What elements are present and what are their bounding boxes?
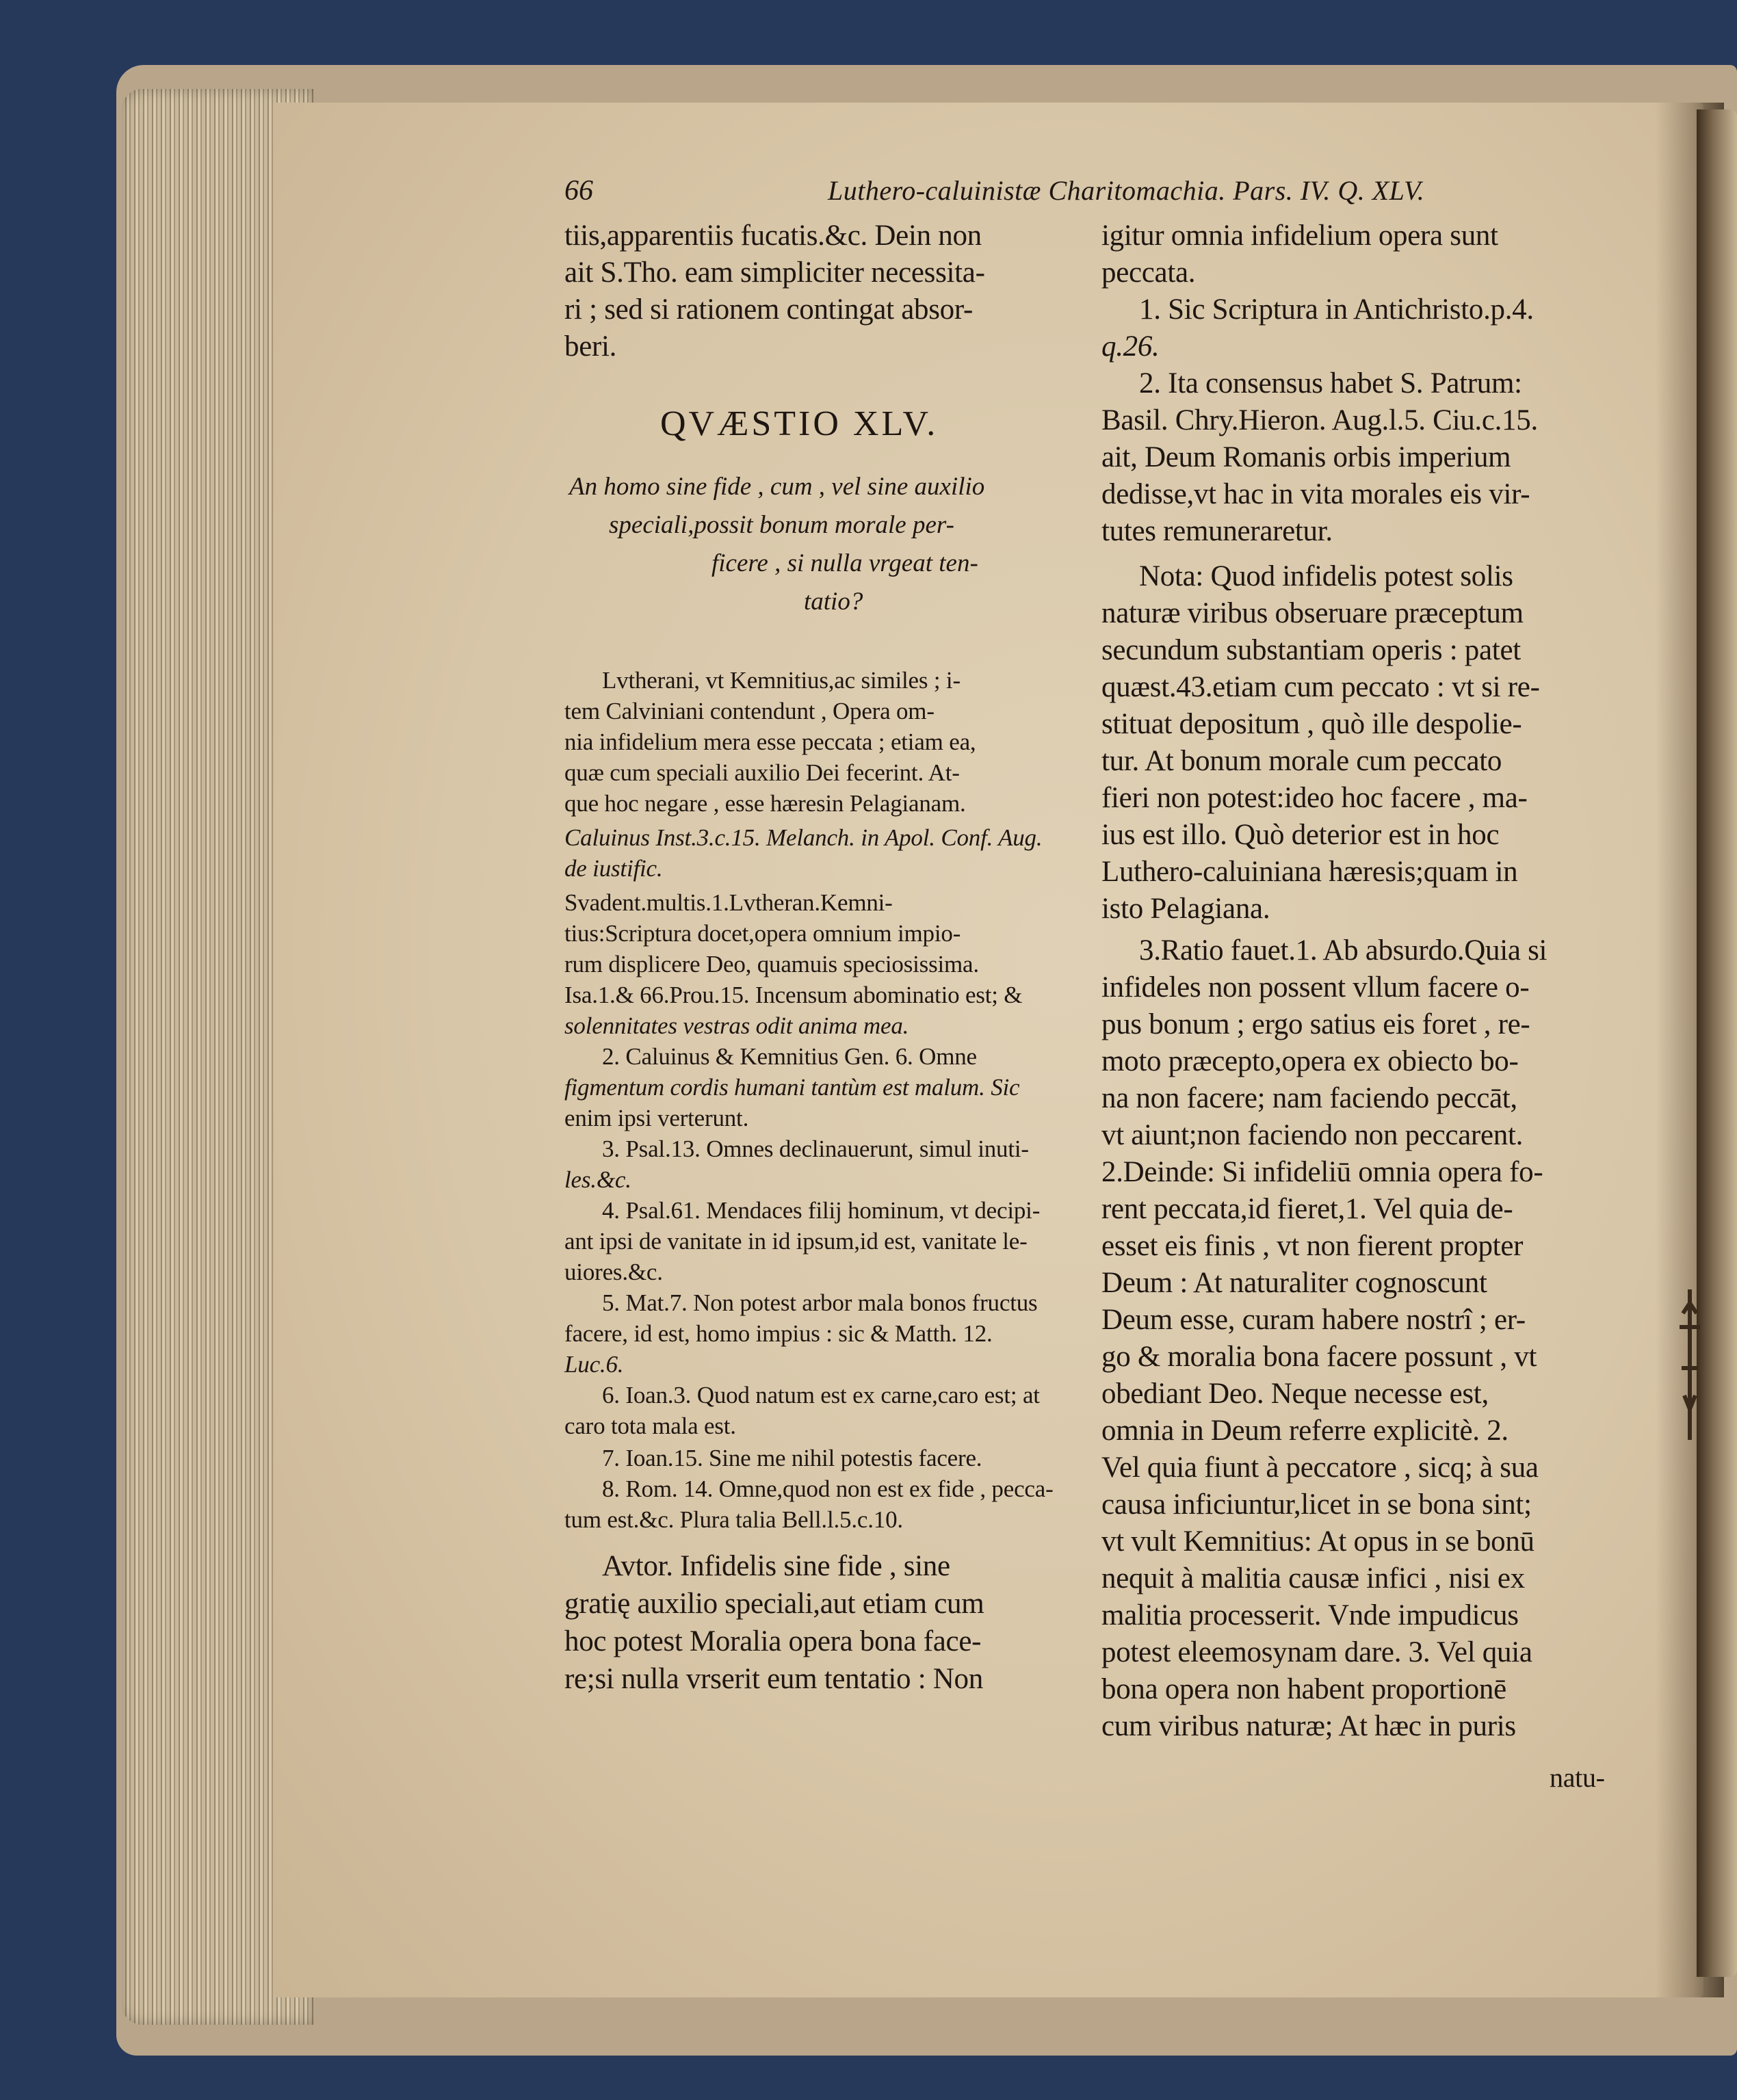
text-line: Vel quia fiunt à peccatore , sicq; à sua — [1101, 1452, 1539, 1484]
margin-ornament-icon — [1669, 1286, 1710, 1443]
running-title: Luthero-caluinistæ Charitomachia. Pars. IV. Q. XLV. — [828, 175, 1425, 206]
text-line: hoc potest Moralia opera bona face- — [564, 1625, 982, 1657]
text-line: tiis,apparentiis fucatis.&c. Dein non — [564, 220, 982, 252]
question-line: An homo sine fide , cum , vel sine auxilio — [569, 473, 985, 501]
text-line: nequit à malitia causæ infici , nisi ex — [1101, 1562, 1525, 1594]
text-line: Basil. Chry.Hieron. Aug.l.5. Ciu.c.15. — [1101, 404, 1538, 436]
facing-page-edge — [1697, 109, 1737, 1977]
text-line: Luthero-caluiniana hæresis;quam in — [1101, 856, 1518, 888]
text-line: 1. Sic Scriptura in Antichristo.p.4. — [1139, 293, 1534, 326]
text-line: 7. Ioan.15. Sine me nihil potestis facere. — [602, 1445, 982, 1471]
text-line: omnia in Deum referre explicitè. 2. — [1101, 1415, 1509, 1447]
text-line: vt aiunt;non faciendo non peccarent. — [1101, 1119, 1524, 1151]
text-line: caro tota mala est. — [564, 1413, 736, 1439]
text-line: na non facere; nam faciendo peccāt, — [1101, 1082, 1517, 1114]
text-line: ius est illo. Quò deterior est in hoc — [1101, 819, 1500, 851]
text-line: 8. Rom. 14. Omne,quod non est ex fide , pecca- — [602, 1475, 1054, 1502]
text-line: quæst.43.etiam cum peccato : vt si re- — [1101, 671, 1540, 703]
text-line: nia infidelium mera esse peccata ; etiam ea, — [564, 729, 976, 755]
text-line: moto præcepto,opera ex obiecto bo- — [1101, 1045, 1519, 1077]
text-line: Lvtherani, vt Kemnitius,ac similes ; i- — [602, 667, 961, 694]
text-line: 2.Deinde: Si infideliū omnia opera fo- — [1101, 1156, 1543, 1188]
text-line: cum viribus naturæ; At hæc in puris — [1101, 1710, 1516, 1742]
text-line: esset eis finis , vt non fierent propter — [1101, 1230, 1524, 1262]
text-line: igitur omnia infidelium opera sunt — [1101, 220, 1498, 252]
text-line: tius:Scriptura docet,opera omnium impio- — [564, 920, 961, 947]
text-line: de iustific. — [564, 855, 663, 882]
text-line: malitia processerit. Vnde impudicus — [1101, 1599, 1519, 1631]
text-line: q.26. — [1101, 330, 1160, 363]
text-line: Svadent.multis.1.Lvtheran.Kemni- — [564, 889, 893, 916]
text-line: fieri non potest:ideo hoc facere , ma- — [1101, 782, 1528, 814]
text-line: figmentum cordis humani tantùm est malum. Sic — [564, 1074, 1020, 1101]
text-line: Nota: Quod infidelis potest solis — [1139, 560, 1513, 592]
text-line: tum est.&c. Plura talia Bell.l.5.c.10. — [564, 1506, 903, 1533]
text-line: enim ipsi verterunt. — [564, 1105, 749, 1131]
text-line: secundum substantiam operis : patet — [1101, 634, 1521, 666]
text-line: quæ cum speciali auxilio Dei fecerint. At- — [564, 759, 960, 786]
text-line: solennitates vestras odit anima mea. — [564, 1012, 909, 1039]
text-line: re;si nulla vrserit eum tentatio : Non — [564, 1663, 983, 1695]
text-line: causa inficiuntur,licet in se bona sint; — [1101, 1488, 1532, 1521]
text-line: go & moralia bona facere possunt , vt — [1101, 1341, 1537, 1373]
question-title: QVÆSTIO XLV. — [660, 404, 939, 443]
text-line: naturæ viribus obseruare præceptum — [1101, 597, 1524, 629]
text-line: rum displicere Deo, quamuis speciosissima. — [564, 951, 979, 977]
text-line: Deum : At naturaliter cognoscunt — [1101, 1267, 1487, 1299]
text-line: tem Calviniani contendunt , Opera om- — [564, 698, 935, 724]
text-line: que hoc negare , esse hæresin Pelagianam. — [564, 790, 966, 817]
text-line: stituat depositum , quò ille despolie- — [1101, 708, 1522, 740]
question-line: ficere , si nulla vrgeat ten- — [711, 549, 978, 577]
text-line: 6. Ioan.3. Quod natum est ex carne,caro est; at — [602, 1382, 1040, 1408]
text-line: obediant Deo. Neque necesse est, — [1101, 1378, 1489, 1410]
text-line: bona opera non habent proportionē — [1101, 1673, 1506, 1705]
text-line: Isa.1.& 66.Prou.15. Incensum abominatio est; & — [564, 982, 1023, 1008]
text-line: beri. — [564, 330, 617, 363]
text-line: 2. Caluinus & Kemnitius Gen. 6. Omne — [602, 1043, 977, 1070]
text-line: facere, id est, homo impius : sic & Matth. 12. — [564, 1320, 993, 1347]
question-line: speciali,possit bonum morale per- — [609, 511, 954, 539]
text-line: tutes remuneraretur. — [1101, 515, 1333, 547]
text-line: ait S.Tho. eam simpliciter necessita- — [564, 257, 985, 289]
text-line: rent peccata,id fieret,1. Vel quia de- — [1101, 1193, 1513, 1225]
text-line: Luc.6. — [564, 1351, 624, 1378]
text-line: Deum esse, curam habere nostrî ; er- — [1101, 1304, 1526, 1336]
text-line: ant ipsi de vanitate in id ipsum,id est, vanitate le- — [564, 1228, 1028, 1255]
text-line: ait, Deum Romanis orbis imperium — [1101, 441, 1511, 473]
text-line: gratię auxilio speciali,aut etiam cum — [564, 1588, 984, 1620]
text-line: peccata. — [1101, 257, 1196, 289]
text-line: 3.Ratio fauet.1. Ab absurdo.Quia si — [1139, 934, 1547, 967]
text-line: Avtor. Infidelis sine fide , sine — [602, 1550, 950, 1582]
question-line: tatio? — [804, 588, 863, 616]
text-line: isto Pelagiana. — [1101, 893, 1270, 925]
text-line: dedisse,vt hac in vita morales eis vir- — [1101, 478, 1530, 510]
text-line: pus bonum ; ergo satius eis foret , re- — [1101, 1008, 1530, 1040]
text-line: ri ; sed si rationem contingat absor- — [564, 293, 974, 326]
text-line: 5. Mat.7. Non potest arbor mala bonos fructus — [602, 1289, 1038, 1316]
text-line: 3. Psal.13. Omnes declinauerunt, simul inuti- — [602, 1136, 1029, 1162]
text-line: potest eleemosynam dare. 3. Vel quia — [1101, 1636, 1532, 1668]
catchword: natu- — [1550, 1762, 1605, 1793]
text-line: les.&c. — [564, 1166, 631, 1193]
page-number: 66 — [564, 175, 593, 207]
text-line: vt vult Kemnitius: At opus in se bonū — [1101, 1525, 1534, 1558]
text-line: 4. Psal.61. Mendaces filij hominum, vt decipi- — [602, 1197, 1041, 1224]
text-line: uiores.&c. — [564, 1259, 663, 1285]
text-line: infideles non possent vllum facere o- — [1101, 971, 1530, 1003]
text-line: tur. At bonum morale cum peccato — [1101, 745, 1502, 777]
text-line: 2. Ita consensus habet S. Patrum: — [1139, 367, 1522, 399]
text-line: Caluinus Inst.3.c.15. Melanch. in Apol. Conf. Aug. — [564, 824, 1043, 851]
